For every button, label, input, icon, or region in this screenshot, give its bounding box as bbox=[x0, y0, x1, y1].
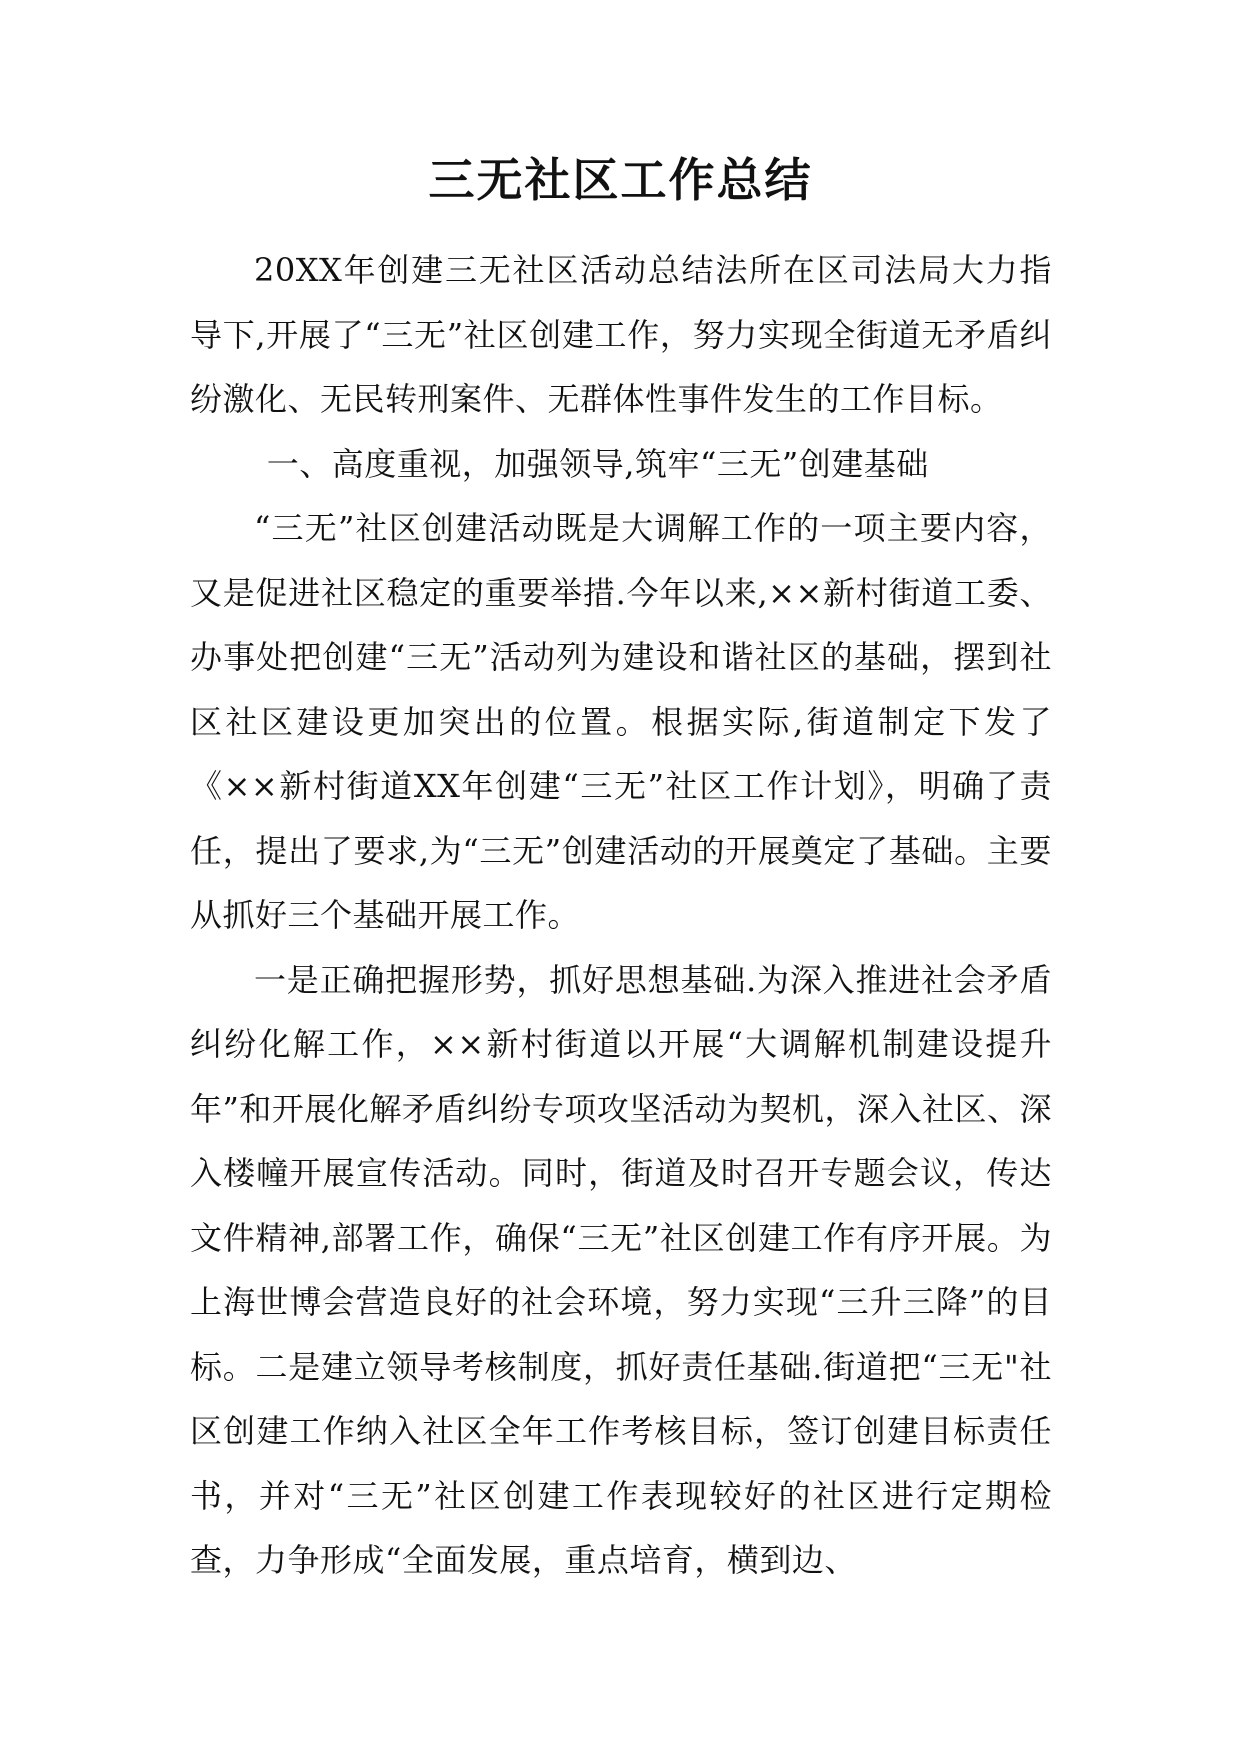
document-title: 三无社区工作总结 bbox=[428, 153, 813, 207]
section-heading-1: 一、高度重视，加强领导,筑牢“三无”创建基础 bbox=[266, 444, 929, 483]
paragraph-intro: 20XX年创建三无社区活动总结法所在区司法局大力指导下,开展了“三无”社区创建工作，努力实现全街道无矛盾纠纷激化、无民转刑案件、无群体性事件发生的工作目标。 bbox=[190, 251, 1052, 418]
paragraph-section-1: “三无”社区创建活动既是大调解工作的一项主要内容，又是促进社区稳定的重要举措.今年以来,××新村街道工委、办事处把创建“三无”活动列为建设和谐社区的基础，摆到社区社区建设更加突出的位置。根据实际,街道制定下发了《××新村街道XX年创建“三无”社区工作计划》，明确了责任，提出了要求,为“三无”创建活动的开展奠定了基础。主要从抓好三个基础开展工作。 bbox=[190, 509, 1052, 934]
document-body bbox=[190, 238, 1052, 1593]
paragraph-measures: 一是正确把握形势，抓好思想基础.为深入推进社会矛盾纠纷化解工作，××新村街道以开展“大调解机制建设提升年”和开展化解矛盾纠纷专项攻坚活动为契机，深入社区、深入楼幢开展宣传活动。同时，街道及时召开专题会议，传达文件精神,部署工作，确保“三无”社区创建工作有序开展。为上海世博会营造良好的社会环境，努力实现“三升三降”的目标。二是建立领导考核制度，抓好责任基础.街道把“三无"社区创建工作纳入社区全年工作考核目标，签订创建目标责任书，并对“三无”社区创建工作表现较好的社区进行定期检查，力争形成“全面发展，重点培育，横到边、 bbox=[190, 960, 1052, 1579]
